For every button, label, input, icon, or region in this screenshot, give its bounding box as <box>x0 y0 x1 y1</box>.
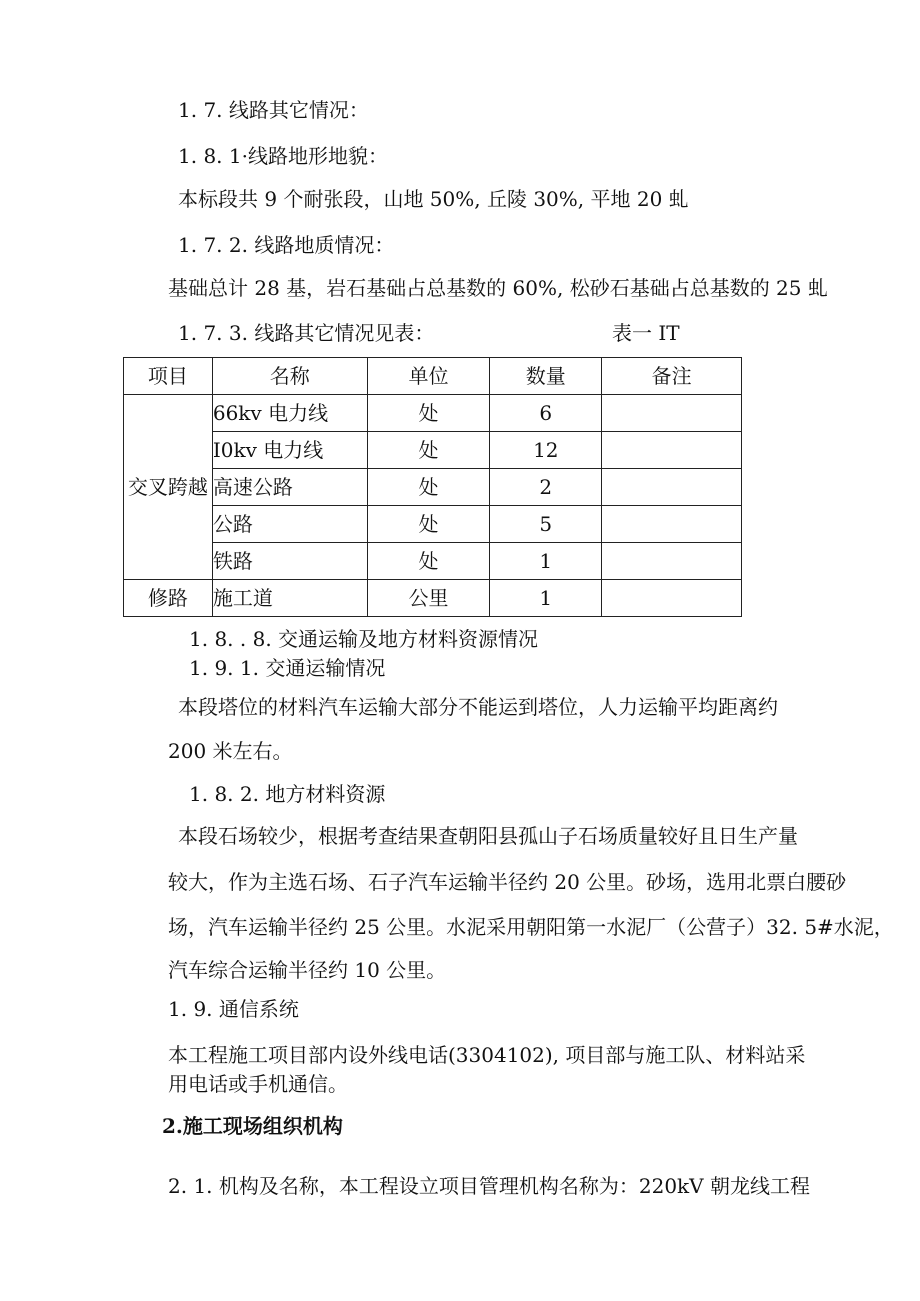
row-qty: 1 <box>490 543 602 580</box>
row-qty: 1 <box>490 580 602 617</box>
other-conditions-table <box>123 357 742 617</box>
section-2-heading: 2.施工现场组织机构 <box>162 1114 343 1138</box>
row-qty: 6 <box>490 395 602 432</box>
comm-paragraph-line-2: 用电话或手机通信。 <box>168 1072 348 1096</box>
row-note <box>602 469 742 506</box>
row-qty: 2 <box>490 469 602 506</box>
row-note <box>602 543 742 580</box>
resource-paragraph-line-4: 汽车综合运输半径约 10 公里。 <box>168 958 447 982</box>
row-unit: 处 <box>367 432 490 469</box>
group-road-cell: 修路 <box>124 580 213 617</box>
terrain-paragraph: 本标段共 9 个耐张段，山地 50%, 丘陵 30%, 平地 20 虬 <box>178 187 689 211</box>
table-row <box>124 543 742 580</box>
header-note: 备注 <box>602 358 742 395</box>
row-unit: 处 <box>367 543 490 580</box>
row-name: 66kv 电力线 <box>212 395 367 432</box>
transport-paragraph-line-2: 200 米左右。 <box>168 739 293 763</box>
row-note <box>602 432 742 469</box>
header-item: 项目 <box>124 358 213 395</box>
section-1-9-comm-title: 1. 9. 通信系统 <box>168 997 299 1021</box>
row-name: 铁路 <box>212 543 367 580</box>
section-1-8-1-title: 1. 8. 1·线路地形地貌： <box>178 144 388 168</box>
section-1-7-title: 1. 7. 线路其它情况： <box>178 98 369 122</box>
section-1-9-title: 1. 9. 1. 交通运输情况 <box>189 656 386 680</box>
table-row <box>124 506 742 543</box>
section-1-7-3-title: 1. 7. 3. 线路其它情况见表： <box>178 321 435 345</box>
row-note <box>602 580 742 617</box>
section-1-8-title: 1. 8. . 8. 交通运输及地方材料资源情况 <box>189 627 539 651</box>
row-unit: 处 <box>367 395 490 432</box>
section-1-8-2-title: 1. 8. 2. 地方材料资源 <box>189 782 386 806</box>
row-qty: 12 <box>490 432 602 469</box>
table-row <box>124 432 742 469</box>
resource-paragraph-line-1: 本段石场较少，根据考查结果查朝阳县孤山子石场质量较好且日生产量 <box>178 824 798 848</box>
header-qty: 数量 <box>490 358 602 395</box>
row-name: 施工道 <box>212 580 367 617</box>
row-name: 高速公路 <box>212 469 367 506</box>
table-row <box>124 469 742 506</box>
row-unit: 处 <box>367 506 490 543</box>
section-1-7-2-title: 1. 7. 2. 线路地质情况： <box>178 233 395 257</box>
row-unit: 公里 <box>367 580 490 617</box>
table-row <box>124 580 742 617</box>
resource-paragraph-line-2: 较大，作为主选石场、石子汽车运输半径约 20 公里。砂场，选用北票白腰砂 <box>168 870 847 894</box>
row-unit: 处 <box>367 469 490 506</box>
table-row <box>124 395 742 432</box>
section-2-1-paragraph: 2. 1. 机构及名称，本工程设立项目管理机构名称为：220kV 朝龙线工程 <box>168 1174 810 1198</box>
geology-paragraph: 基础总计 28 基，岩石基础占总基数的 60%, 松砂石基础占总基数的 25 虬 <box>168 276 828 300</box>
row-name: 公路 <box>212 506 367 543</box>
header-unit: 单位 <box>367 358 490 395</box>
row-qty: 5 <box>490 506 602 543</box>
group-cross-cell: 交叉跨越 <box>124 395 213 580</box>
row-note <box>602 395 742 432</box>
row-note <box>602 506 742 543</box>
transport-paragraph-line-1: 本段塔位的材料汽车运输大部分不能运到塔位，人力运输平均距离约 <box>178 695 778 719</box>
resource-paragraph-line-3: 场，汽车运输半径约 25 公里。水泥采用朝阳第一水泥厂（公营子）32. 5#水泥， <box>168 915 894 939</box>
header-name: 名称 <box>212 358 367 395</box>
row-name: I0kv 电力线 <box>212 432 367 469</box>
table-label: 表一 IT <box>612 321 680 345</box>
table-header-row <box>124 358 742 395</box>
comm-paragraph-line-1: 本工程施工项目部内设外线电话(3304102), 项目部与施工队、材料站采 <box>168 1043 806 1067</box>
